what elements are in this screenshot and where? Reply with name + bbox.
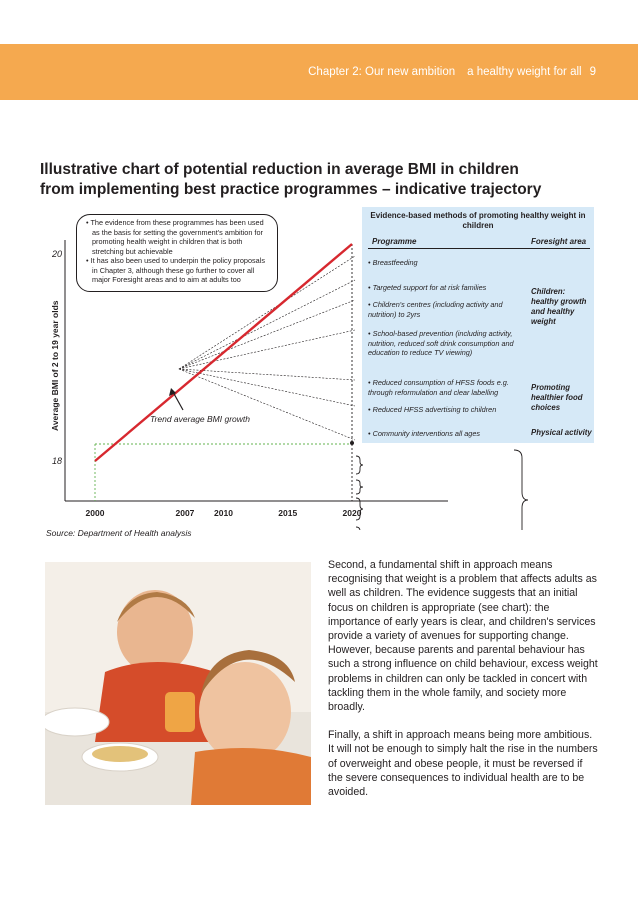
fan-line-7 [179,369,355,440]
evidence-title: Evidence-based methods of promoting healthy weight in children [370,211,586,230]
chart-title-line-1: Illustrative chart of potential reduction in average BMI in children [40,161,519,178]
y-axis-label: Average BMI of 2 to 19 year olds [50,300,60,431]
evidence-item: • Children's centres (including activity and nutrition) to 2yrs [368,300,503,319]
x-tick-label-2015: 2015 [278,508,298,518]
chart-title [40,160,600,200]
foresight-area-column-header: Foresight area [531,237,587,246]
children-eating-photo [45,562,311,805]
foresight-area-label: Physical activity [531,428,592,437]
callout-text [86,218,272,285]
evidence-item: • School-based prevention (including activity, nutrition, reduced soft drink consumption and education to reduce TV viewing) [368,329,514,357]
running-header [308,66,596,78]
brace [356,527,363,530]
evidence-item: • Reduced consumption of HFSS foods e.g. through reformulation and clear labelling [368,378,509,397]
x-tick-label-2020: 2020 [342,508,362,518]
y-tick-label-20: 20 [51,249,62,259]
programme-column-header: Programme [372,237,417,246]
body-paragraph: Second, a fundamental shift in approach means recognising that weight is a problem that affects adults as well as children. The evidence suggests that an initial focus on children is appropriate (see chart): the importance of early years is clear, and children's services provide a variety of avenues for supporting change. However, because parents and parental behaviour has such a strong influence on child behaviour, excess weight problems in children can only be tackled in concert with tackling them in the whole family, and society more broadly. [328,559,598,714]
callout-bullet: • It has also been used to underpin the policy proposals in Chapter 3, although these go further to cover all major Foresight areas and to aim at adults too [86,256,266,284]
trajectory-end-point [350,441,354,445]
page-number: 9 [589,66,596,78]
programme-braces [356,456,363,530]
brace [356,456,363,474]
fan-line-4 [179,330,355,369]
fan-line-3 [179,300,355,369]
callout-bullet: • The evidence from these programmes has been used as the basis for setting the government's ambition for promoting health weight in children that is both stretching but achievable [86,218,264,256]
fan-line-2 [179,280,355,369]
evidence-item: • Community interventions all ages [368,429,481,438]
chart-title-line-2: from implementing best practice programmes – indicative trajectory [40,181,542,198]
evidence-item: • Breastfeeding [368,258,418,267]
evidence-item: • Reduced HFSS advertising to children [368,405,497,414]
foresight-area-label: Promoting healthier food choices [531,383,583,412]
foresight-braces [514,450,528,530]
photo-illustration [45,562,311,805]
body-paragraph: Finally, a shift in approach means being more ambitious. It will not be enough to simply halt the rise in the numbers of overweight and obese people, it must be reversed if the severe consequences to individual health are to be avoided. [328,729,598,799]
y-tick-label-18: 18 [51,456,62,466]
trend-annotation-arrow [173,392,183,410]
x-tick-label-2010: 2010 [214,508,233,518]
trend-annotation-label: Trend average BMI growth [150,414,250,424]
foresight-area-label: Children: healthy growth and healthy weight [531,287,587,326]
evidence-item: • Targeted support for at risk families [368,283,487,292]
x-tick-label-2000: 2000 [85,508,105,518]
section-title: a healthy weight for all [467,66,582,78]
brace [514,450,528,530]
source-note: Source: Department of Health analysis [46,528,192,538]
brace [356,480,363,494]
body-text [328,558,598,813]
x-tick-label-2007: 2007 [175,508,195,518]
chapter-title: Chapter 2: Our new ambition [308,66,456,78]
fan-line-5 [179,369,355,380]
